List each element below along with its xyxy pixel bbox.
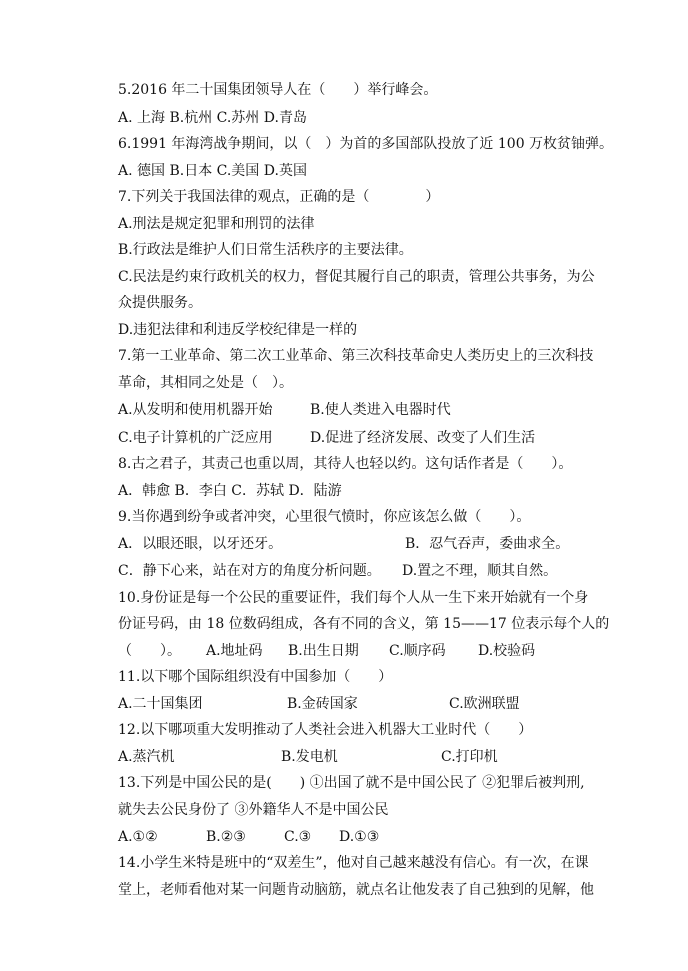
question-7-revolution-option-d: D.促进了经济发展、改变了人们生活	[310, 430, 536, 446]
question-6-options: A. 德国 B.日本 C.美国 D.英国	[118, 163, 307, 179]
question-7-revolution-option-c: C.电子计算机的广泛应用	[118, 430, 273, 446]
question-10-stem-line2: 份证号码，由 18 位数码组成，各有不同的含义，第 15——17 位表示每个人的	[118, 616, 610, 632]
question-8-stem: 8.古之君子，其责己也重以周，其待人也轻以约。这句话作者是（ ）。	[118, 456, 573, 472]
question-14-stem-line2: 堂上，老师看他对某一问题肯动脑筋，就点名让他发表了自己独到的见解，他	[118, 882, 594, 898]
question-11-option-c: C.欧洲联盟	[449, 696, 520, 712]
question-7-law-option-c-line2: 众提供服务。	[118, 295, 202, 311]
question-12-option-b: B.发电机	[281, 749, 338, 765]
question-7-revolution-option-b: B.使人类进入电器时代	[310, 402, 451, 418]
question-9-option-a: A．以眼还眼，以牙还牙。	[118, 536, 283, 552]
question-6-stem: 6.1991 年海湾战争期间，以（ ）为首的多国部队投放了近 100 万枚贫铀弹。	[118, 136, 614, 152]
question-7-law-option-c-line1: C.民法是约束行政机关的权力，督促其履行自己的职责，管理公共事务，为公	[118, 269, 595, 285]
question-14-stem-line1: 14.小学生米特是班中的“双差生”，他对自己越来越没有信心。有一次，在课	[118, 855, 589, 871]
question-9-option-d: D.置之不理，顺其自然。	[402, 563, 558, 579]
question-10-stem-line1: 10.身份证是每一个公民的重要证件，我们每个人从一生下来开始就有一个身	[118, 590, 589, 606]
question-13-option-b: B.②③	[206, 829, 246, 845]
question-10-option-b: B.出生日期	[288, 643, 359, 659]
question-13-option-a: A.①②	[118, 829, 158, 845]
question-11-option-b: B.金砖国家	[287, 696, 358, 712]
question-7-law-option-d: D.违犯法律和利违反学校纪律是一样的	[118, 322, 358, 338]
question-13-stem-line1: 13.下列是中国公民的是( ) ①出国了就不是中国公民了 ②犯罪后被判刑,	[118, 775, 585, 791]
question-11-option-a: A.二十国集团	[118, 696, 203, 712]
question-7-law-option-a: A.刑法是规定犯罪和刑罚的法律	[118, 216, 315, 232]
question-13-stem-line2: 就失去公民身份了 ③外籍华人不是中国公民	[118, 802, 389, 818]
question-9-option-b: B．忍气吞声，委曲求全。	[405, 536, 570, 552]
question-5-options: A. 上海 B.杭州 C.苏州 D.青岛	[118, 110, 307, 126]
question-13-option-d: D.①③	[339, 829, 380, 845]
question-9-option-c: C．静下心来，站在对方的角度分析问题。	[118, 563, 381, 579]
question-11-stem: 11.以下哪个国际组织没有中国参加（ ）	[118, 669, 393, 685]
question-12-option-c: C.打印机	[441, 749, 498, 765]
question-7-revolution-option-a: A.从发明和使用机器开始	[118, 402, 273, 418]
question-7-revolution-stem-line1: 7.第一工业革命、第二次工业革命、第三次科技革命史人类历史上的三次科技	[118, 348, 594, 364]
question-10-option-d: D.校验码	[478, 643, 536, 659]
question-12-stem: 12.以下哪项重大发明推动了人类社会进入机器大工业时代（ ）	[118, 722, 533, 738]
question-8-options: A．韩愈 B．李白 C．苏轼 D．陆游	[118, 483, 342, 499]
question-9-stem: 9.当你遇到纷争或者冲突，心里很气愤时，你应该怎么做（ ）。	[118, 509, 531, 525]
question-7-law-option-b: B.行政法是维护人们日常生活秩序的主要法律。	[118, 242, 413, 258]
question-10-stem-line3: （ ）。	[118, 643, 181, 659]
question-12-option-a: A.蒸汽机	[118, 749, 175, 765]
question-7-law-stem: 7.下列关于我国法律的观点，正确的是（ ）	[118, 189, 440, 205]
question-13-option-c: C.③	[284, 829, 312, 845]
question-7-revolution-stem-line2: 革命，其相同之处是（ ）。	[118, 375, 293, 391]
question-5-stem: 5.2016 年二十国集团领导人在（ ）举行峰会。	[118, 82, 438, 98]
question-10-option-c: C.顺序码	[389, 643, 446, 659]
question-10-option-a: A.地址码	[206, 643, 263, 659]
